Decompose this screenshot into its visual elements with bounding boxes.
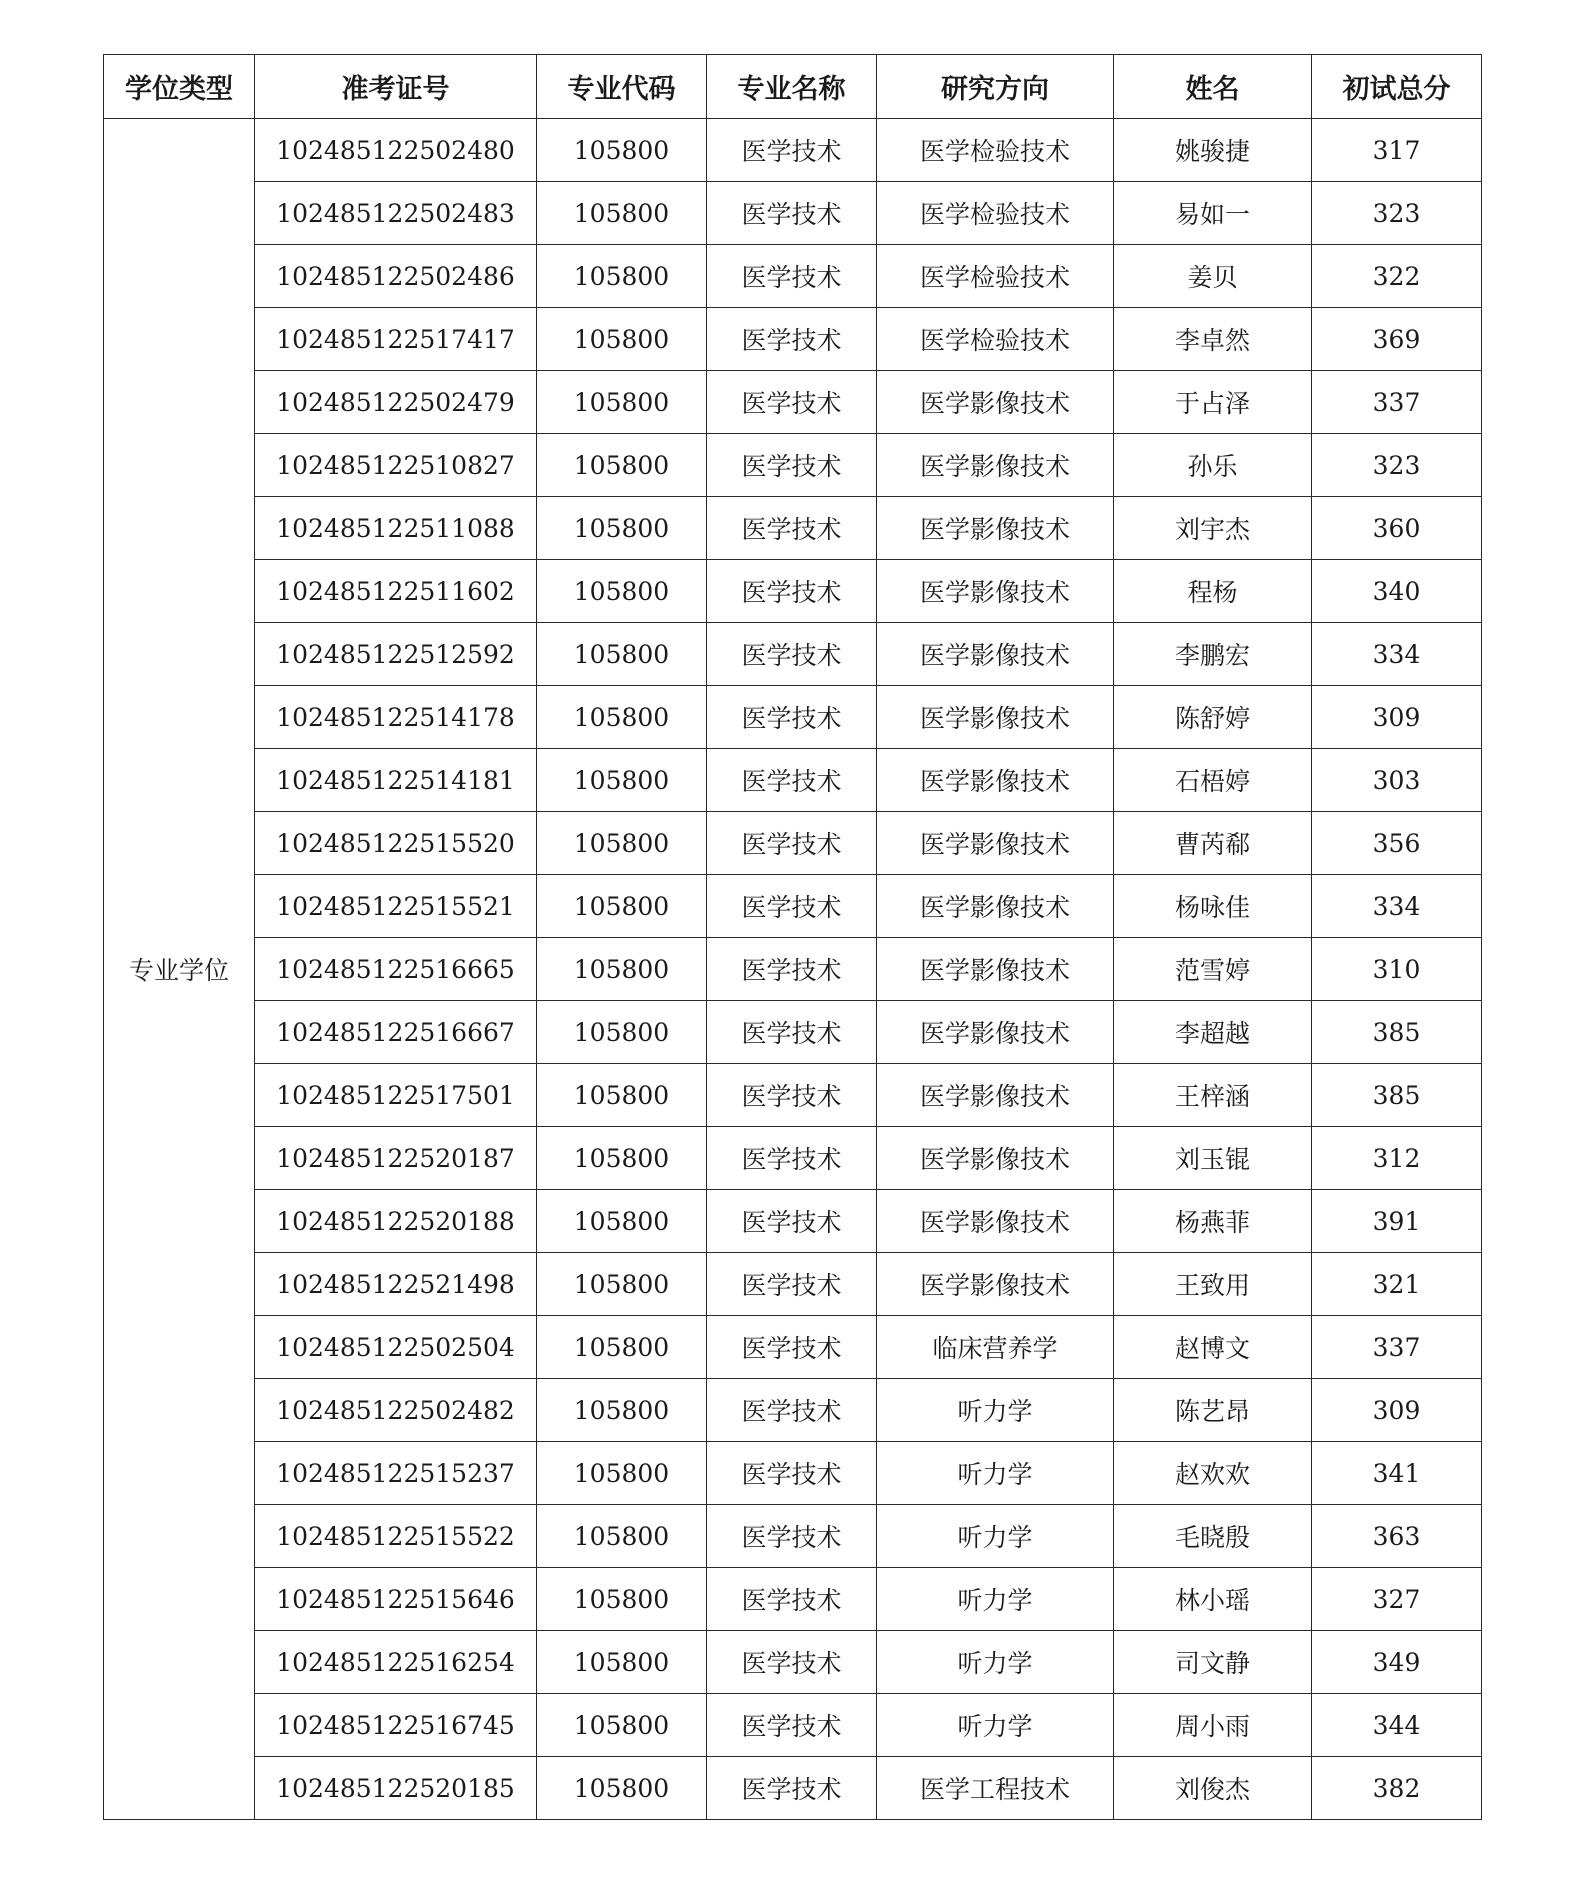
cell-name: 李卓然 — [1114, 308, 1312, 371]
cell-score: 303 — [1312, 749, 1482, 812]
header-row — [104, 55, 1482, 119]
cell-exam-id: 102485122502486 — [255, 245, 537, 308]
cell-major-code: 105800 — [537, 1631, 707, 1694]
cell-name: 刘俊杰 — [1114, 1757, 1312, 1820]
cell-score: 334 — [1312, 623, 1482, 686]
cell-major-name: 医学技术 — [707, 182, 877, 245]
cell-exam-id: 102485122502480 — [255, 119, 537, 182]
cell-direction: 医学工程技术 — [877, 1757, 1114, 1820]
cell-direction: 医学影像技术 — [877, 434, 1114, 497]
cell-major-code: 105800 — [537, 749, 707, 812]
cell-major-code: 105800 — [537, 308, 707, 371]
cell-score: 369 — [1312, 308, 1482, 371]
table-row — [104, 1379, 1482, 1442]
cell-degree-type: 专业学位 — [104, 119, 255, 1820]
cell-major-name: 医学技术 — [707, 371, 877, 434]
table-row — [104, 749, 1482, 812]
cell-major-name: 医学技术 — [707, 938, 877, 1001]
cell-major-code: 105800 — [537, 1064, 707, 1127]
cell-name: 姚骏捷 — [1114, 119, 1312, 182]
cell-direction: 医学影像技术 — [877, 1127, 1114, 1190]
cell-exam-id: 102485122514181 — [255, 749, 537, 812]
table-row — [104, 560, 1482, 623]
cell-score: 323 — [1312, 182, 1482, 245]
cell-major-code: 105800 — [537, 1127, 707, 1190]
cell-score: 309 — [1312, 1379, 1482, 1442]
cell-exam-id: 102485122515520 — [255, 812, 537, 875]
header-degree-type: 学位类型 — [104, 55, 255, 119]
cell-direction: 听力学 — [877, 1505, 1114, 1568]
cell-exam-id: 102485122512592 — [255, 623, 537, 686]
cell-major-name: 医学技术 — [707, 1064, 877, 1127]
cell-major-name: 医学技术 — [707, 1127, 877, 1190]
cell-major-code: 105800 — [537, 623, 707, 686]
cell-major-name: 医学技术 — [707, 623, 877, 686]
cell-name: 易如一 — [1114, 182, 1312, 245]
cell-direction: 听力学 — [877, 1694, 1114, 1757]
cell-exam-id: 102485122515521 — [255, 875, 537, 938]
cell-exam-id: 102485122511602 — [255, 560, 537, 623]
cell-score: 309 — [1312, 686, 1482, 749]
cell-score: 344 — [1312, 1694, 1482, 1757]
cell-major-code: 105800 — [537, 560, 707, 623]
cell-major-code: 105800 — [537, 119, 707, 182]
cell-direction: 医学影像技术 — [877, 749, 1114, 812]
cell-exam-id: 102485122502483 — [255, 182, 537, 245]
cell-major-name: 医学技术 — [707, 245, 877, 308]
table-row — [104, 434, 1482, 497]
cell-name: 李超越 — [1114, 1001, 1312, 1064]
header-major-name: 专业名称 — [707, 55, 877, 119]
cell-major-code: 105800 — [537, 1757, 707, 1820]
cell-exam-id: 102485122515646 — [255, 1568, 537, 1631]
cell-major-name: 医学技术 — [707, 1316, 877, 1379]
cell-direction: 听力学 — [877, 1379, 1114, 1442]
header-major-code: 专业代码 — [537, 55, 707, 119]
cell-major-name: 医学技术 — [707, 497, 877, 560]
cell-score: 321 — [1312, 1253, 1482, 1316]
cell-name: 程杨 — [1114, 560, 1312, 623]
cell-direction: 医学影像技术 — [877, 371, 1114, 434]
cell-major-code: 105800 — [537, 1001, 707, 1064]
cell-exam-id: 102485122516254 — [255, 1631, 537, 1694]
cell-exam-id: 102485122520187 — [255, 1127, 537, 1190]
cell-name: 赵欢欢 — [1114, 1442, 1312, 1505]
cell-major-name: 医学技术 — [707, 308, 877, 371]
cell-major-code: 105800 — [537, 1442, 707, 1505]
cell-direction: 听力学 — [877, 1568, 1114, 1631]
table-row — [104, 1190, 1482, 1253]
table-row — [104, 1442, 1482, 1505]
cell-major-name: 医学技术 — [707, 1631, 877, 1694]
cell-direction: 医学影像技术 — [877, 1190, 1114, 1253]
cell-direction: 医学检验技术 — [877, 245, 1114, 308]
cell-name: 范雪婷 — [1114, 938, 1312, 1001]
cell-major-code: 105800 — [537, 1505, 707, 1568]
table-row — [104, 1568, 1482, 1631]
cell-direction: 医学影像技术 — [877, 1253, 1114, 1316]
cell-name: 姜贝 — [1114, 245, 1312, 308]
cell-score: 337 — [1312, 1316, 1482, 1379]
table-row — [104, 1631, 1482, 1694]
cell-major-code: 105800 — [537, 812, 707, 875]
cell-name: 陈艺昂 — [1114, 1379, 1312, 1442]
cell-major-code: 105800 — [537, 497, 707, 560]
cell-exam-id: 102485122516745 — [255, 1694, 537, 1757]
table-row — [104, 1064, 1482, 1127]
cell-direction: 听力学 — [877, 1631, 1114, 1694]
table-row — [104, 1694, 1482, 1757]
cell-exam-id: 102485122517501 — [255, 1064, 537, 1127]
cell-score: 385 — [1312, 1064, 1482, 1127]
cell-name: 王梓涵 — [1114, 1064, 1312, 1127]
cell-direction: 医学影像技术 — [877, 1064, 1114, 1127]
cell-name: 毛晓殷 — [1114, 1505, 1312, 1568]
cell-name: 周小雨 — [1114, 1694, 1312, 1757]
cell-major-code: 105800 — [537, 1253, 707, 1316]
cell-major-code: 105800 — [537, 1190, 707, 1253]
table-body — [104, 119, 1482, 1820]
cell-major-name: 医学技术 — [707, 749, 877, 812]
cell-score: 391 — [1312, 1190, 1482, 1253]
cell-score: 363 — [1312, 1505, 1482, 1568]
cell-name: 刘宇杰 — [1114, 497, 1312, 560]
table-row — [104, 245, 1482, 308]
cell-score: 323 — [1312, 434, 1482, 497]
cell-name: 林小瑶 — [1114, 1568, 1312, 1631]
cell-name: 杨咏佳 — [1114, 875, 1312, 938]
cell-major-code: 105800 — [537, 245, 707, 308]
cell-major-name: 医学技术 — [707, 1442, 877, 1505]
cell-name: 王致用 — [1114, 1253, 1312, 1316]
cell-exam-id: 102485122520188 — [255, 1190, 537, 1253]
table-row — [104, 938, 1482, 1001]
cell-score: 337 — [1312, 371, 1482, 434]
cell-score: 385 — [1312, 1001, 1482, 1064]
table-row — [104, 182, 1482, 245]
cell-name: 石梧婷 — [1114, 749, 1312, 812]
cell-major-code: 105800 — [537, 686, 707, 749]
cell-direction: 医学影像技术 — [877, 560, 1114, 623]
cell-direction: 医学影像技术 — [877, 497, 1114, 560]
cell-major-name: 医学技术 — [707, 560, 877, 623]
cell-major-code: 105800 — [537, 1316, 707, 1379]
cell-score: 334 — [1312, 875, 1482, 938]
table-row — [104, 308, 1482, 371]
cell-score: 317 — [1312, 119, 1482, 182]
cell-name: 司文静 — [1114, 1631, 1312, 1694]
cell-name: 孙乐 — [1114, 434, 1312, 497]
cell-major-code: 105800 — [537, 938, 707, 1001]
header-exam-id: 准考证号 — [255, 55, 537, 119]
cell-major-name: 医学技术 — [707, 1379, 877, 1442]
cell-direction: 医学影像技术 — [877, 623, 1114, 686]
cell-exam-id: 102485122514178 — [255, 686, 537, 749]
table-row — [104, 1001, 1482, 1064]
cell-score: 382 — [1312, 1757, 1482, 1820]
cell-direction: 医学检验技术 — [877, 308, 1114, 371]
cell-direction: 医学影像技术 — [877, 875, 1114, 938]
cell-score: 327 — [1312, 1568, 1482, 1631]
cell-major-name: 医学技术 — [707, 812, 877, 875]
cell-major-code: 105800 — [537, 875, 707, 938]
cell-major-code: 105800 — [537, 371, 707, 434]
cell-major-name: 医学技术 — [707, 686, 877, 749]
cell-score: 312 — [1312, 1127, 1482, 1190]
cell-exam-id: 102485122511088 — [255, 497, 537, 560]
table-row — [104, 1757, 1482, 1820]
cell-name: 陈舒婷 — [1114, 686, 1312, 749]
cell-direction: 医学影像技术 — [877, 686, 1114, 749]
cell-name: 杨燕菲 — [1114, 1190, 1312, 1253]
table-row — [104, 1316, 1482, 1379]
table-row — [104, 1127, 1482, 1190]
cell-major-name: 医学技术 — [707, 1757, 877, 1820]
cell-name: 刘玉锟 — [1114, 1127, 1312, 1190]
cell-name: 李鹏宏 — [1114, 623, 1312, 686]
cell-score: 349 — [1312, 1631, 1482, 1694]
cell-direction: 医学影像技术 — [877, 938, 1114, 1001]
cell-exam-id: 102485122520185 — [255, 1757, 537, 1820]
cell-major-name: 医学技术 — [707, 1190, 877, 1253]
cell-direction: 医学影像技术 — [877, 812, 1114, 875]
table-row — [104, 371, 1482, 434]
cell-major-code: 105800 — [537, 1568, 707, 1631]
cell-exam-id: 102485122502504 — [255, 1316, 537, 1379]
cell-major-name: 医学技术 — [707, 1001, 877, 1064]
table-row — [104, 1505, 1482, 1568]
cell-major-name: 医学技术 — [707, 119, 877, 182]
cell-score: 360 — [1312, 497, 1482, 560]
cell-major-name: 医学技术 — [707, 1694, 877, 1757]
cell-direction: 医学检验技术 — [877, 119, 1114, 182]
cell-score: 310 — [1312, 938, 1482, 1001]
cell-exam-id: 102485122515522 — [255, 1505, 537, 1568]
table-row — [104, 497, 1482, 560]
header-direction: 研究方向 — [877, 55, 1114, 119]
cell-name: 于占泽 — [1114, 371, 1312, 434]
cell-major-name: 医学技术 — [707, 1505, 877, 1568]
admission-table — [103, 54, 1482, 1820]
cell-direction: 医学检验技术 — [877, 182, 1114, 245]
cell-direction: 听力学 — [877, 1442, 1114, 1505]
cell-exam-id: 102485122516667 — [255, 1001, 537, 1064]
table-row — [104, 623, 1482, 686]
cell-score: 322 — [1312, 245, 1482, 308]
cell-direction: 临床营养学 — [877, 1316, 1114, 1379]
cell-major-name: 医学技术 — [707, 1253, 877, 1316]
cell-exam-id: 102485122502482 — [255, 1379, 537, 1442]
table-row — [104, 119, 1482, 182]
cell-direction: 医学影像技术 — [877, 1001, 1114, 1064]
cell-score: 341 — [1312, 1442, 1482, 1505]
cell-major-code: 105800 — [537, 182, 707, 245]
header-name: 姓名 — [1114, 55, 1312, 119]
cell-major-code: 105800 — [537, 434, 707, 497]
table-row — [104, 812, 1482, 875]
cell-major-name: 医学技术 — [707, 875, 877, 938]
table-row — [104, 1253, 1482, 1316]
cell-major-name: 医学技术 — [707, 1568, 877, 1631]
table-row — [104, 686, 1482, 749]
cell-major-code: 105800 — [537, 1694, 707, 1757]
cell-score: 356 — [1312, 812, 1482, 875]
cell-exam-id: 102485122521498 — [255, 1253, 537, 1316]
cell-major-name: 医学技术 — [707, 434, 877, 497]
cell-name: 赵博文 — [1114, 1316, 1312, 1379]
cell-exam-id: 102485122502479 — [255, 371, 537, 434]
cell-name: 曹芮郗 — [1114, 812, 1312, 875]
cell-score: 340 — [1312, 560, 1482, 623]
table-row — [104, 875, 1482, 938]
cell-exam-id: 102485122510827 — [255, 434, 537, 497]
header-score: 初试总分 — [1312, 55, 1482, 119]
cell-exam-id: 102485122517417 — [255, 308, 537, 371]
cell-major-code: 105800 — [537, 1379, 707, 1442]
cell-exam-id: 102485122515237 — [255, 1442, 537, 1505]
cell-exam-id: 102485122516665 — [255, 938, 537, 1001]
